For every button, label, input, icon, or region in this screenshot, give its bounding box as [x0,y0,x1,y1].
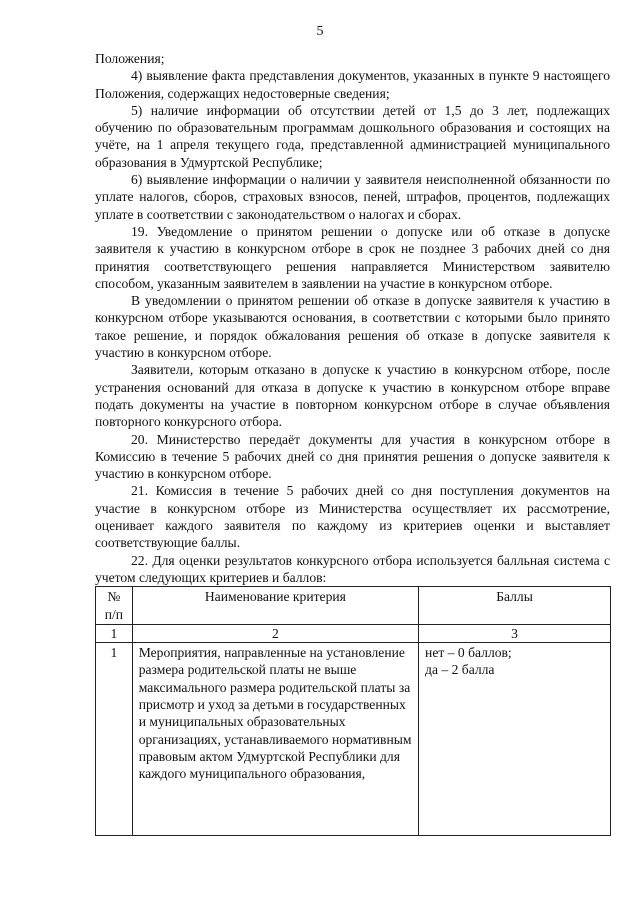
header-points: Баллы [419,587,611,625]
paragraph-21: 21. Комиссия в течение 5 рабочих дней со дня поступления документов на участие в конкурсном отборе из Министерства осуществляет их рассмотрение, оценивает каждого заявителя по каждому из критериев оценки и выставляет соответствующие баллы. [95,483,610,551]
paragraph-19-refusal: В уведомлении о принятом решении об отказе в допуске заявителя к участию в конкурсном отборе указываются основания, в соответствии с которыми было принято такое решение, и порядок обжалования решения об отказе в допуске заявителя к участию в конкурсном отборе. [95,293,610,361]
paragraph-item-4: 4) выявление факта представления документов, указанных в пункте 9 настоящего Положения, содержащих недостоверные сведения; [95,68,610,101]
numbering-col-1: 1 [96,624,133,642]
paragraph-20: 20. Министерство передаёт документы для участия в конкурсном отборе в Комиссию в течение 5 рабочих дней со дня принятия решения о допуске заявителя к участию в конкурсном отборе. [95,431,610,482]
paragraph-continuation: Положения; [95,51,165,66]
table-header-row [96,587,611,625]
paragraph-19: 19. Уведомление о принятом решении о допуске или об отказе в допуске заявителя к участию в конкурсном отборе в срок не позднее 3 рабочих дней со дня принятия соответствующего решения направляется Министерством заявителю способом, указанным заявителем в заявлении на участие в конкурсном отборе. [95,223,610,291]
row-number: 1 [96,643,133,836]
paragraph-item-5: 5) наличие информации об отсутствии детей от 1,5 до 3 лет, подлежащих обучению по образовательным программам дошкольного образования и состоящих на учёте, на 1 апреля текущего года, представленной администрацией муниципального образования в Удмуртской Республике; [95,102,610,170]
page-number: 5 [316,24,324,39]
points-no: нет – 0 баллов; [425,645,512,661]
table-row [96,643,611,836]
table-numbering-row [96,624,611,642]
header-number: № п/п [96,587,133,625]
paragraph-item-6: 6) выявление информации о наличии у заявителя неисполненной обязанности по уплате налогов, сборов, страховых взносов, пеней, штрафов, процентов, подлежащих уплате в соответствии с законодательством о налогах и сборах. [95,172,610,222]
document-body [95,50,610,836]
header-criterion: Наименование критерия [132,587,418,625]
numbering-col-2: 2 [132,624,418,642]
row-criterion: Мероприятия, направленные на установление размера родительской платы не выше максимального размера родительской платы за присмотр и уход за детьми в государственных и муниципальных образовательных организациях, устанавливаемого нормативным правовым актом Удмуртской Республики для каждого муниципального образования, [132,643,418,836]
criteria-table [95,586,611,836]
row-points [419,643,611,836]
paragraph-22: 22. Для оценки результатов конкурсного отбора используется балльная система с учетом следующих критериев и баллов: [95,552,610,585]
numbering-col-3: 3 [419,624,611,642]
points-yes: да – 2 балла [425,662,495,678]
paragraph-19-resubmit: Заявители, которым отказано в допуске к участию в конкурсном отборе, после устранения оснований для отказа в допуске к участию в конкурсном отборе вправе подать документы на участие в повторном конкурсном отборе в случае объявления повторного конкурсного отбора. [95,362,610,430]
